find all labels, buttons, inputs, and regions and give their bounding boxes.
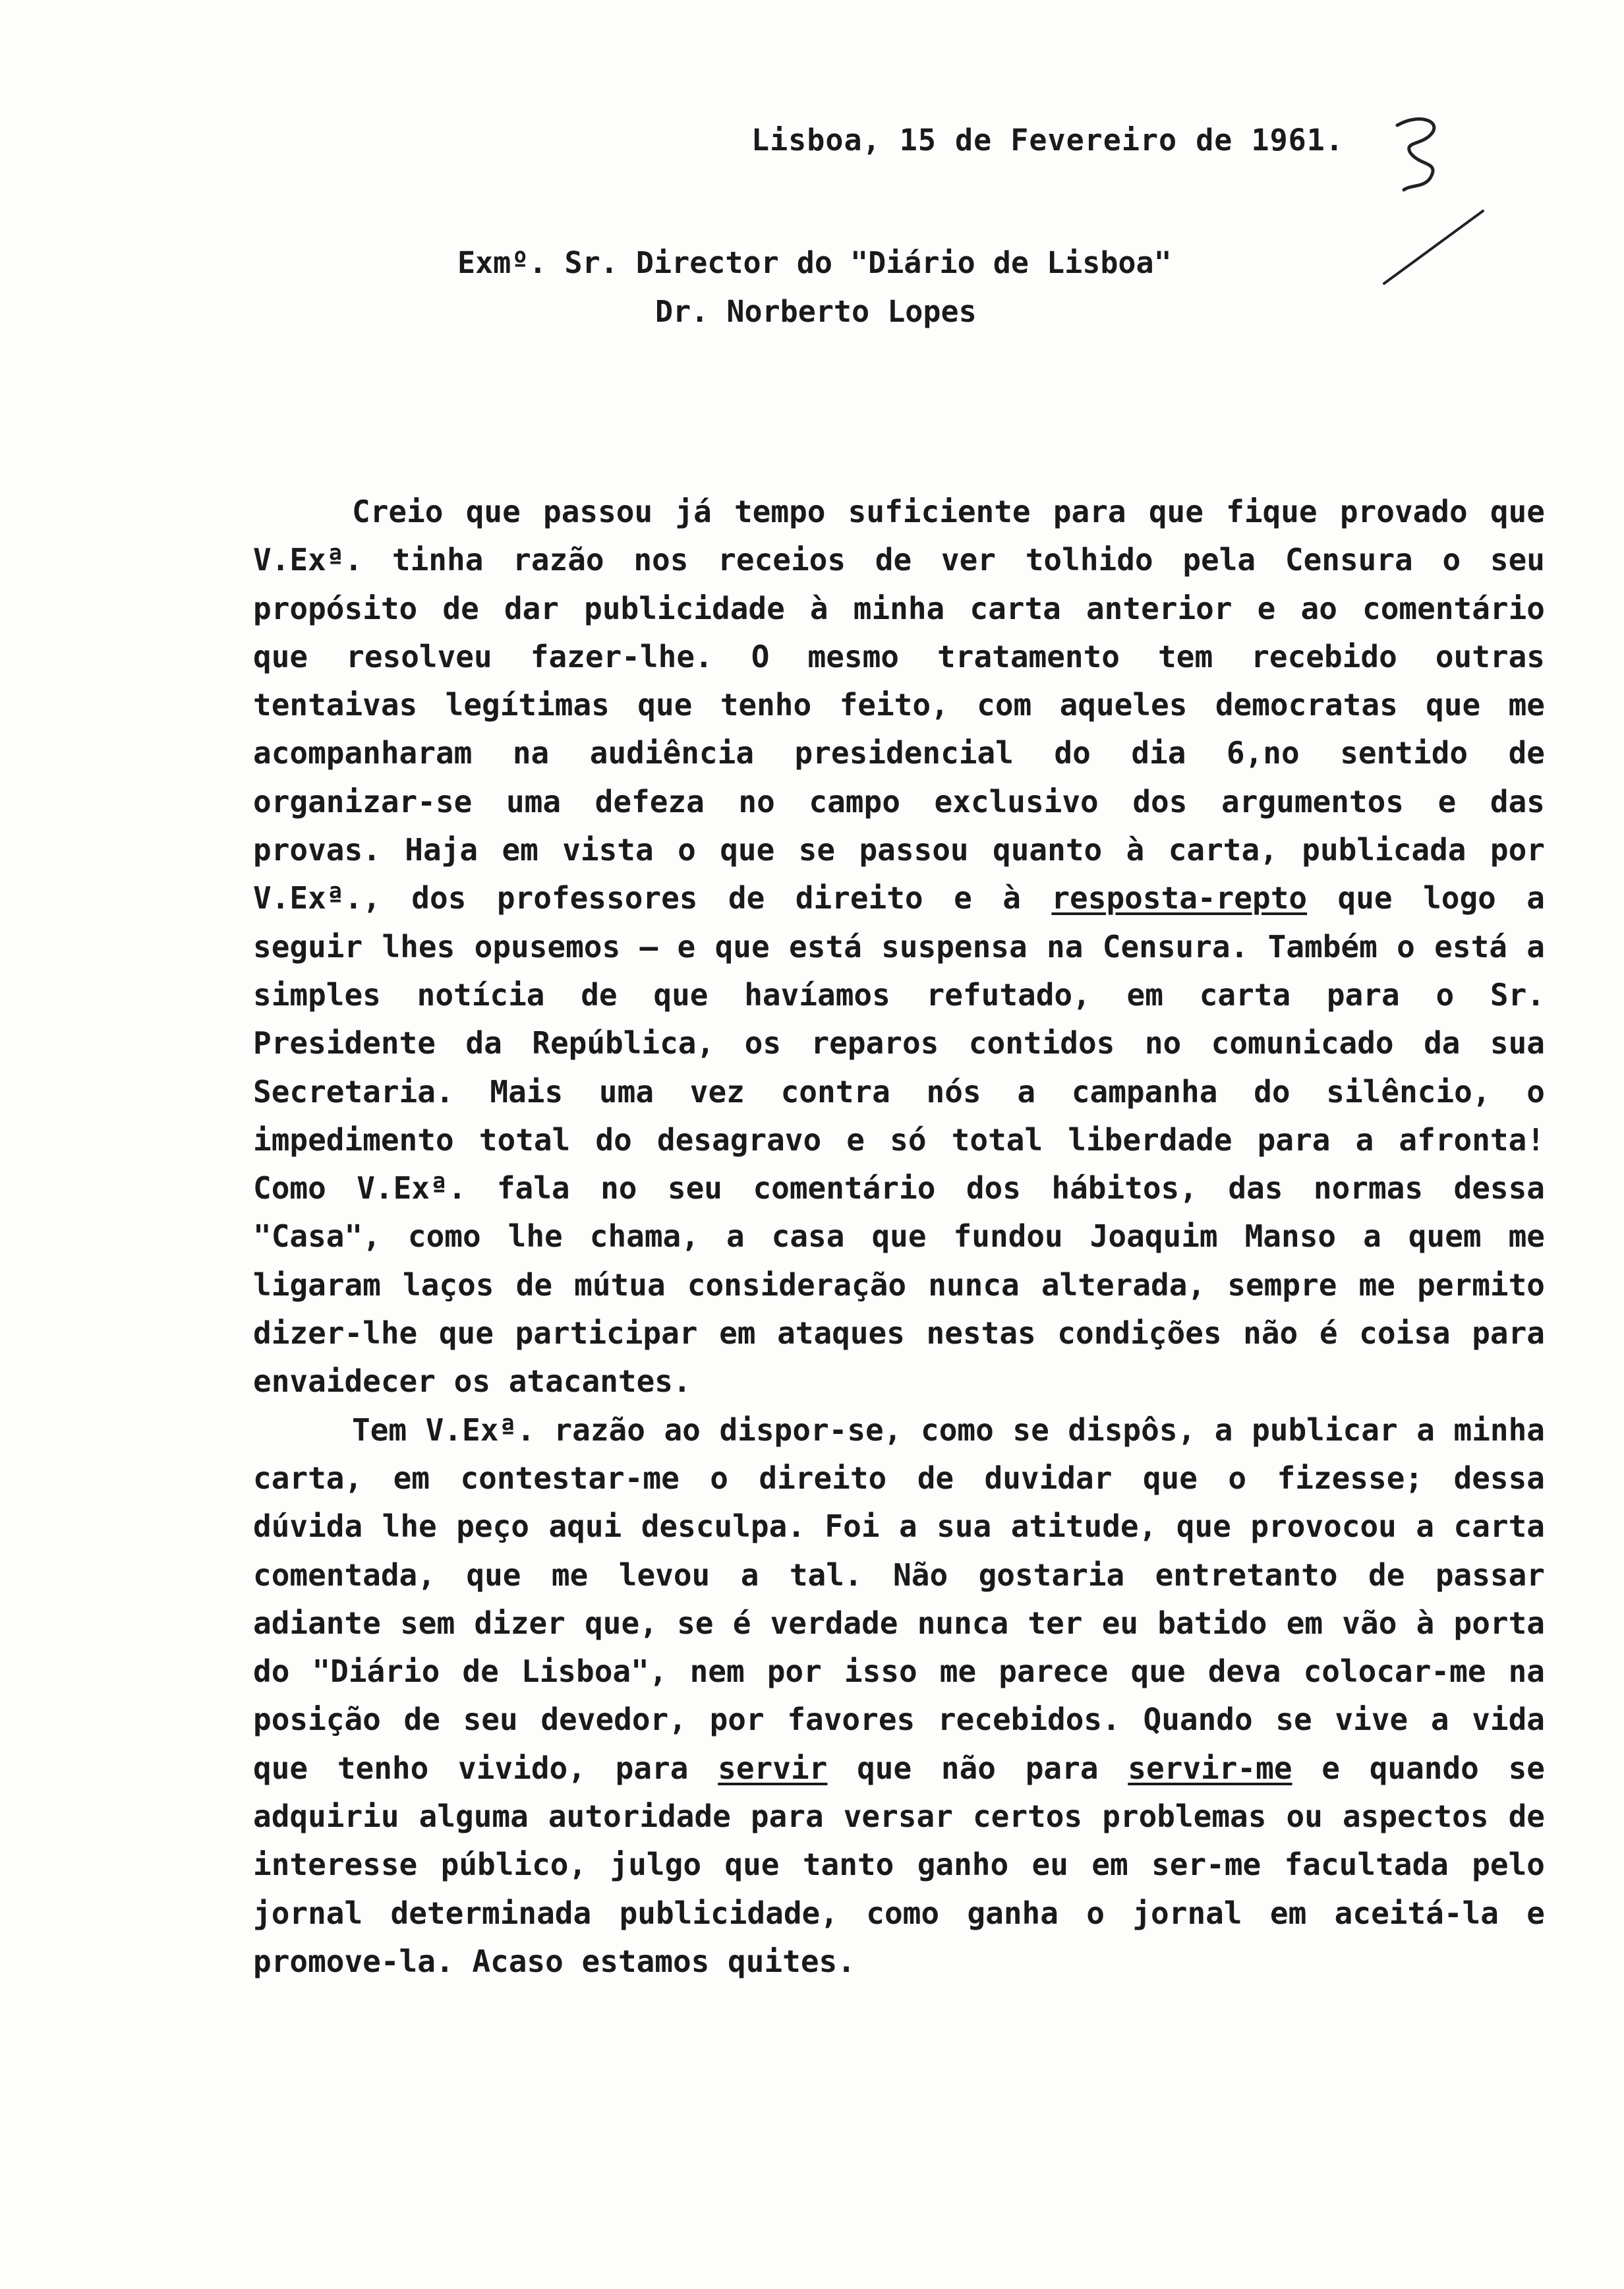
paragraph-2 <box>253 1406 1545 1986</box>
underlined-servir-me: servir-me <box>1128 1750 1292 1786</box>
paragraph-1 <box>253 488 1545 1406</box>
paragraph-1-text-b: que logo a seguir lhes opusemos — e que está suspensa na Censura. Também o está a simples notícia de que havíamos refutado, em carta para o Sr. Presidente da República, os reparos contidos no comunicado da sua Secretaria. Mais uma vez contra nós a campanha do silêncio, o impedimento total do desagravo e só total liberdade para a afronta! Como V.Exª. fala no seu comentário dos hábitos, das normas dessa "Casa", como lhe chama, a casa que fundou Joaquim Manso a quem me ligaram laços de mútua consideração nunca alterada, sempre me permito dizer-lhe que participar em ataques nestas condições não é coisa para envaidecer os atacantes. <box>253 880 1545 1400</box>
underlined-resposta-repto: resposta-repto <box>1051 880 1308 916</box>
paragraph-2-text-c: e quando se adquiriu alguma autoridade para versar certos problemas ou aspectos de interesse público, julgo que tanto ganho eu em ser-me facultada pelo jornal determinada publicidade, como ganha o jornal em aceitá-la e promove-la. Acaso estamos quites. <box>253 1750 1545 1979</box>
recipient-name: Dr. Norberto Lopes <box>655 294 977 329</box>
paragraph-2-text-b: que não para <box>827 1750 1128 1786</box>
letter-body <box>253 488 1545 1986</box>
paragraph-2-text-a: Tem V.Exª. razão ao dispor-se, como se dispôs, a publicar a minha carta, em contestar-me o direito de duvidar que o fizesse; dessa dúvida lhe peço aqui desculpa. Foi a sua atitude, que provocou a carta comentada, que me levou a tal. Não gostaria entretanto de passar adiante sem dizer que, se é verdade nunca ter eu batido em vão à porta do "Diário de Lisboa", nem por isso me parece que deva colocar-me na posição de seu devedor, por favores recebidos. Quando se vive a vida que tenho vivido, para <box>253 1412 1545 1786</box>
handwritten-mark-icon <box>1358 105 1516 290</box>
recipient-block <box>457 239 1172 336</box>
dateline: Lisboa, 15 de Fevereiro de 1961. <box>751 123 1344 158</box>
paragraph-1-text-a: Creio que passou já tempo suficiente para que fique provado que V.Exª. tinha razão nos receios de ver tolhido pela Censura o seu propósito de dar publicidade à minha carta anterior e ao comentário que resolveu fazer-lhe. O mesmo tratamento tem recebido outras tentaivas legítimas que tenho feito, com aqueles democratas que me acompanharam na audiência presidencial do dia 6,no sentido de organizar-se uma defeza no campo exclusivo dos argumentos e das provas. Haja em vista o que se passou quanto à carta, publicada por V.Exª., dos professores de direito e à <box>253 494 1545 916</box>
recipient-title: Exmº. Sr. Director do "Diário de Lisboa" <box>457 245 1172 280</box>
underlined-servir: servir <box>718 1750 828 1786</box>
